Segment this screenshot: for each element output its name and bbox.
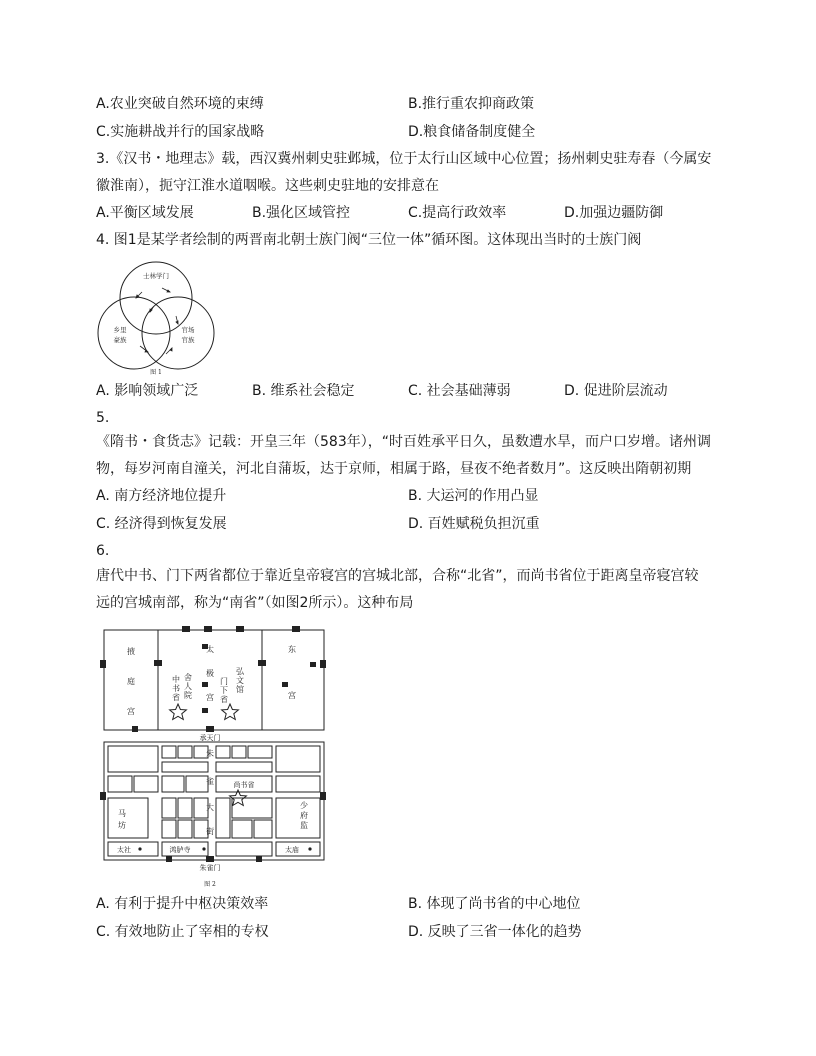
label-zhuque-1: 朱: [206, 749, 214, 758]
star-menxia-icon: [222, 704, 239, 720]
venn-circle-left: [98, 297, 170, 369]
label-chengtian-gate: 承天门: [199, 734, 221, 742]
figure-2-caption: 图 2: [204, 881, 216, 888]
label-zhuque-gate: 朱雀门: [199, 864, 221, 872]
label-taimiao: 太庙: [285, 846, 299, 854]
q5-option-a: A. 南方经济地位提升: [96, 488, 227, 504]
label-shangshu: 尚书省: [233, 781, 255, 789]
label-hongwen-3: 馆: [236, 685, 244, 694]
label-taiji-1: 太: [206, 645, 214, 654]
q2-option-b: B.推行重农抑商政策: [408, 96, 535, 112]
label-hongwen-2: 文: [236, 676, 244, 685]
q6-option-d: D. 反映了三省一体化的趋势: [408, 924, 582, 940]
q3-stem-line2: 徽淮南），扼守江淮水道咽喉。这些刺史驻地的安排意在: [96, 178, 439, 194]
label-menxia-2: 下: [220, 686, 228, 695]
q2-option-c: C.实施耕战并行的国家战略: [96, 124, 265, 140]
label-yeting-1: 掖: [127, 647, 135, 656]
figure-1-caption: 图 1: [150, 369, 162, 376]
q5-stem-line2: 物，每岁河南自潼关，河北自蒲坂，达于京师，相属于路，昼夜不绝者数月”。这反映出隋朝初期: [96, 461, 692, 477]
q5-number: 5.: [96, 410, 110, 426]
label-mafang-2: 坊: [118, 821, 126, 830]
q5-stem-line1: 《隋书・食货志》记载：开皇三年（583年），“时百姓承平日久，虽数遭水旱，而户口岁增。诸州调: [96, 434, 711, 450]
q2-option-a: A.农业突破自然环境的束缚: [96, 96, 264, 112]
q5-option-c: C. 经济得到恢复发展: [96, 516, 227, 532]
label-menxia-1: 门: [220, 677, 228, 686]
q3-option-a: A.平衡区域发展: [96, 205, 194, 221]
venn-label-right-1: 官场: [181, 326, 195, 334]
venn-label-left-1: 乡里: [113, 326, 127, 334]
q6-option-b: B. 体现了尚书省的中心地位: [408, 896, 581, 912]
q3-option-d: D.加强边疆防御: [564, 205, 664, 221]
q6-option-a: A. 有利于提升中枢决策效率: [96, 896, 269, 912]
q4-option-c: C. 社会基础薄弱: [408, 383, 511, 399]
q6-option-c: C. 有效地防止了宰相的专权: [96, 924, 269, 940]
q4-option-b: B. 维系社会稳定: [252, 383, 355, 399]
label-taishe: 太社: [117, 846, 131, 854]
q2-option-d: D.粮食储备制度健全: [408, 124, 536, 140]
label-donggong-1: 东: [288, 645, 296, 654]
q4-option-d: D. 促进阶层流动: [564, 383, 668, 399]
label-sheren-2: 人: [184, 682, 192, 691]
label-zhuque-3: 大: [206, 803, 214, 812]
q4-stem: 4. 图1是某学者绘制的两晋南北朝士族门阀“三位一体”循环图。这体现出当时的士族门阀: [96, 232, 642, 248]
label-taiji-3: 宫: [206, 693, 214, 702]
label-menxia-3: 省: [220, 695, 228, 704]
label-zhongshu-2: 书: [172, 684, 180, 693]
venn-label-top: 士林学门: [143, 272, 169, 280]
label-donggong-2: 宫: [288, 691, 296, 700]
star-zhongshu-icon: [170, 704, 187, 720]
label-zhongshu-3: 省: [172, 693, 180, 702]
q4-option-a: A. 影响领域广泛: [96, 383, 199, 399]
q3-stem-line1: 3.《汉书・地理志》载，西汉冀州刺史驻邺城，位于太行山区域中心位置；扬州刺史驻寿春（今属安: [96, 151, 712, 167]
label-shaofu-3: 监: [300, 821, 308, 830]
venn-label-right-2: 官族: [181, 336, 195, 344]
figure-1-venn-diagram: [96, 258, 216, 376]
venn-label-left-2: 豪族: [113, 336, 127, 344]
q6-stem-line1: 唐代中书、门下两省都位于靠近皇帝寝宫的宫城北部，合称“北省”，而尚书省位于距离皇帝寝宫较: [96, 568, 699, 584]
label-zhuque-2: 雀: [206, 777, 214, 786]
label-hongwen-1: 弘: [236, 667, 244, 676]
q3-option-c: C.提高行政效率: [408, 205, 507, 221]
label-taiji-2: 极: [206, 669, 214, 678]
q5-option-d: D. 百姓赋税负担沉重: [408, 516, 540, 532]
label-shaofu-2: 府: [300, 811, 308, 820]
figure-2-palace-map: [96, 622, 332, 890]
q6-number: 6.: [96, 543, 110, 559]
label-zhongshu-1: 中: [172, 675, 180, 684]
label-sheren-1: 舍: [184, 673, 192, 682]
label-sheren-3: 院: [184, 691, 192, 700]
label-yeting-3: 宫: [127, 707, 135, 716]
label-honglu: 鸿胪寺: [169, 846, 191, 854]
q5-option-b: B. 大运河的作用凸显: [408, 488, 539, 504]
q6-stem-line2: 远的宫城南部，称为“南省”（如图2所示）。这种布局: [96, 595, 414, 611]
label-shaofu-1: 少: [300, 801, 308, 810]
label-zhuque-4: 街: [206, 827, 214, 836]
label-yeting-2: 庭: [127, 677, 135, 686]
label-mafang-1: 马: [118, 809, 126, 818]
q3-option-b: B.强化区域管控: [252, 205, 351, 221]
